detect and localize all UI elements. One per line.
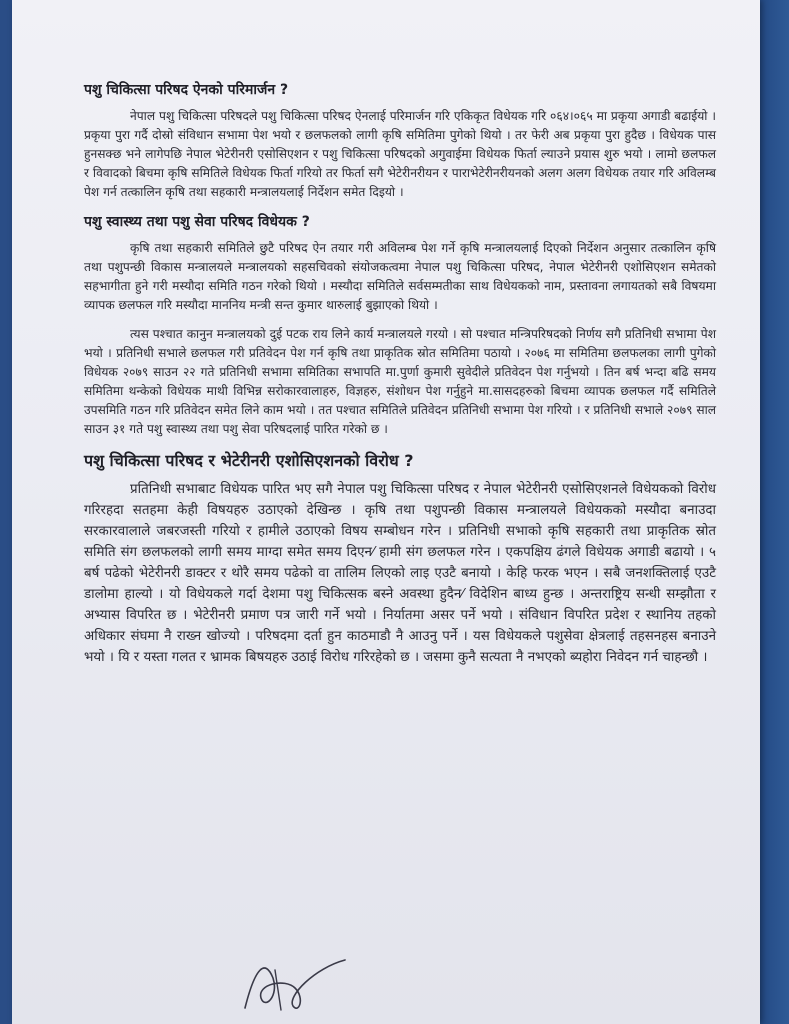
document-page (12, 0, 760, 1024)
section-paragraph: प्रतिनिधी सभाबाट विधेयक पारित भए सगै नेपाल पशु चिकित्सा परिषद र नेपाल भेटेरीनरी एसोसिएशनले विधेयकको विरोध गरिरहदा सतहमा केही विषयहरु उठाएको देखिन्छ । कृषि तथा पशुपन्छी विकास मन्त्रालयले विधेयकको मस्यौदा बनाउदा सरकारवालाले जबरजस्ती गरियो र हामीले उठाएको विषय सम्बोधन गरेन । प्रतिनिधी सभाको कृषि सहकारी तथा प्राकृतिक स्रोत समिति संग छलफलको लागी समय माग्दा समेत समय दिएन⁄ हामी संग छलफल गरेन । एकपक्षिय ढंगले विधेयक अगाडी बढायो । ५ बर्ष पढेको भेटेरीनरी डाक्टर र थोरै समय पढेको वा तालिम लिएको लाइ एउटै बनायो । केहि फरक भएन । सबै जनशक्तिलाई एउटै डालोमा हाल्यो । यो विधेयकले गर्दा देशमा पशु चिकित्सक बस्ने अवस्था हुदैन⁄ विदेशिन बाध्य हुन्छ । अन्तराष्ट्रिय सन्धी सम्झौता र अभ्यास विपरित छ । भेटेरीनरी प्रमाण पत्र जारी गर्ने भयो । निर्यातमा असर पर्ने भयो । संविधान विपरित प्रदेश र स्थानिय तहको अधिकार संघमा नै राख्न खोज्यो । परिषदमा दर्ता हुन काठमाडौ नै आउनु पर्ने । यस विधेयकले पशुसेवा क्षेत्रलाई तहसनहस बनाउने भयो । यि र यस्ता गलत र भ्रामक बिषयहरु उठाई विरोध गरिरहेको छ । जसमा कुनै सत्यता नै नभएको ब्यहोरा निवेदन गर्न चाहन्छौ । (84, 482, 716, 665)
section-council-act-revision (84, 80, 716, 202)
section-heading: पशु स्वास्थ्य तथा पशु सेवा परिषद विधेयक ? (84, 214, 310, 230)
section-heading: पशु चिकित्सा परिषद र भेटेरीनरी एशोसिएशनको विरोध ? (84, 451, 414, 470)
section-paragraph: कृषि तथा सहकारी समितिले छुटै परिषद ऐन तयार गरी अविलम्ब पेश गर्ने कृषि मन्त्रालयलाई दिएको निर्देशन अनुसार तत्कालिन कृषि तथा पशुपन्छी विकास मन्त्रालयले मन्त्रालयको सहसचिवको संयोजकत्वमा नेपाल पशु चिकित्सा परिषद, नेपाल भेटेरीनरी एशोसिएशन समेतको सहभागीता हुने गरी मस्यौदा समिति गठन गरेको थियो । मस्यौदा समितिले सर्वसम्मतीका साथ विधेयकको नाम, प्रस्तावना लगायतको सबै विषयमा व्यापक छलफल गरि मस्यौदा माननिय मन्त्री सन्त कुमार थारुलाई बुझाएको थियो । (84, 241, 716, 312)
section-opposition (84, 449, 716, 668)
signature-mark (235, 948, 355, 1018)
section-heading: पशु चिकित्सा परिषद ऐनको परिमार्जन ? (84, 82, 289, 98)
section-paragraph: नेपाल पशु चिकित्सा परिषदले पशु चिकित्सा परिषद ऐनलाई परिमार्जन गरि एकिकृत विधेयक गरि ०६४।०६५ मा प्रकृया अगाडी बढाईयो । प्रकृया पुरा गर्दै दोस्रो संविधान सभामा पेश भयो र छलफलको लागी कृषि समितिमा पुगेको थियो । तर फेरी अब प्रकृया पुरा हुदैछ । विधेयक पास हुनसक्छ भने लागेपछि नेपाल भेटेरीनरी एसोसिएशन र पशु चिकित्सा परिषदको अगुवाईमा विधेयक फिर्ता ल्याउने प्रयास शुरु भयो । लामो छलफल र विवादको बिचमा कृषि समितिले विधेयक फिर्ता गरियो तर फिर्ता सगै भेटेरीनरीयन र पाराभेटेरीनरीयनको अलग अलग विधेयक तयार गरि अविलम्ब पेश गर्न तत्कालिन कृषि तथा सहकारी मन्त्रालयलाई निर्देशन समेत दिइयो । (84, 109, 716, 199)
section-animal-health-bill (84, 212, 716, 439)
section-paragraph: त्यस पश्चात कानुन मन्त्रालयको दुई पटक राय लिने कार्य मन्त्रालयले गरयो । सो पश्चात मन्त्रिपरिषदको निर्णय सगै प्रतिनिधी सभामा पेश भयो । प्रतिनिधी सभाले छलफल गरी प्रतिवेदन पेश गर्न कृषि तथा प्राकृतिक स्रोत समितिमा पठायो । २०७६ मा समितिमा छलफलका लागी पुगेको विधेयक २०७९ साउन २२ गते प्रतिनिधी सभामा समितिका सभापति मा.पुर्णा कुमारी सुवेदीले प्रतिवेदन पेश गर्नुभयो । तिन बर्ष भन्दा बढि समय समितिमा थन्केको विधेयक माथी विभिन्न सरोकारवालाहरु, विज्ञहरु, संशोधन पेश गर्नुहुने मा.सासदहरुको बिचमा व्यापक छलफल गर्दै समितिले उपसमिति गठन गरि प्रतिवेदन समेत लिने काम भयो । तत पश्चात समितिले प्रतिवेदन प्रतिनिधी सभामा पेश गरियो । र प्रतिनिधी सभाले २०७९ साल साउन ३१ गते पशु स्वास्थ्य तथा पशु सेवा परिषदलाई पारित गरेको छ । (84, 327, 716, 436)
